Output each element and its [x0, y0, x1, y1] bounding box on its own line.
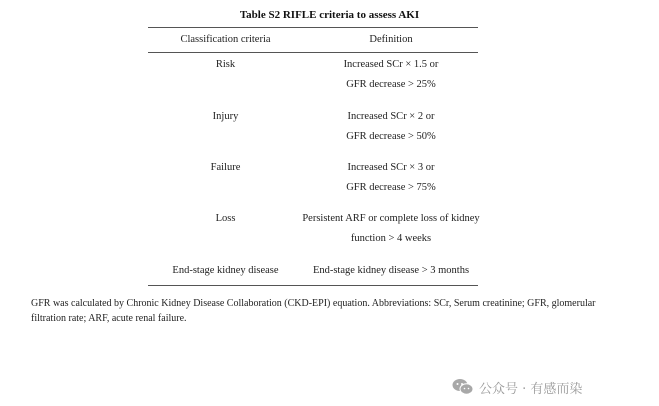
table-bottom-rule: [148, 285, 478, 286]
definition-line: function > 4 weeks: [350, 233, 432, 244]
watermark-text: 公众号 · 有感而染: [479, 381, 583, 397]
definition-line: Increased SCr × 1.5 or: [343, 59, 439, 70]
table-top-rule: [148, 27, 478, 28]
header-classification-criteria: Classification criteria: [180, 34, 271, 45]
criteria-cell: Risk: [215, 59, 236, 70]
definition-line: Increased SCr × 3 or: [347, 162, 435, 173]
wechat-icon: [452, 378, 474, 396]
definition-line: GFR decrease > 25%: [346, 79, 436, 90]
table-footnote: GFR was calculated by Chronic Kidney Disease Collaboration (CKD-EPI) equation. Abbreviations: SCr, Serum creatinine; GFR, glomerular filtration rate; ARF, acute renal failure.: [31, 298, 596, 324]
definition-line: Increased SCr × 2 or: [347, 111, 435, 122]
header-definition: Definition: [369, 34, 413, 45]
criteria-cell: Injury: [212, 111, 239, 122]
definition-line: GFR decrease > 50%: [346, 131, 436, 142]
criteria-cell: Failure: [210, 162, 241, 173]
table-title: Table S2 RIFLE criteria to assess AKI: [239, 9, 420, 21]
definition-line: GFR decrease > 75%: [346, 182, 436, 193]
watermark: [452, 377, 582, 397]
criteria-cell: Loss: [215, 213, 236, 224]
definition-line: Persistent ARF or complete loss of kidney: [302, 213, 480, 224]
definition-line: End-stage kidney disease > 3 months: [312, 265, 470, 276]
criteria-cell: End-stage kidney disease: [172, 265, 279, 276]
table-header-rule: [148, 52, 478, 53]
